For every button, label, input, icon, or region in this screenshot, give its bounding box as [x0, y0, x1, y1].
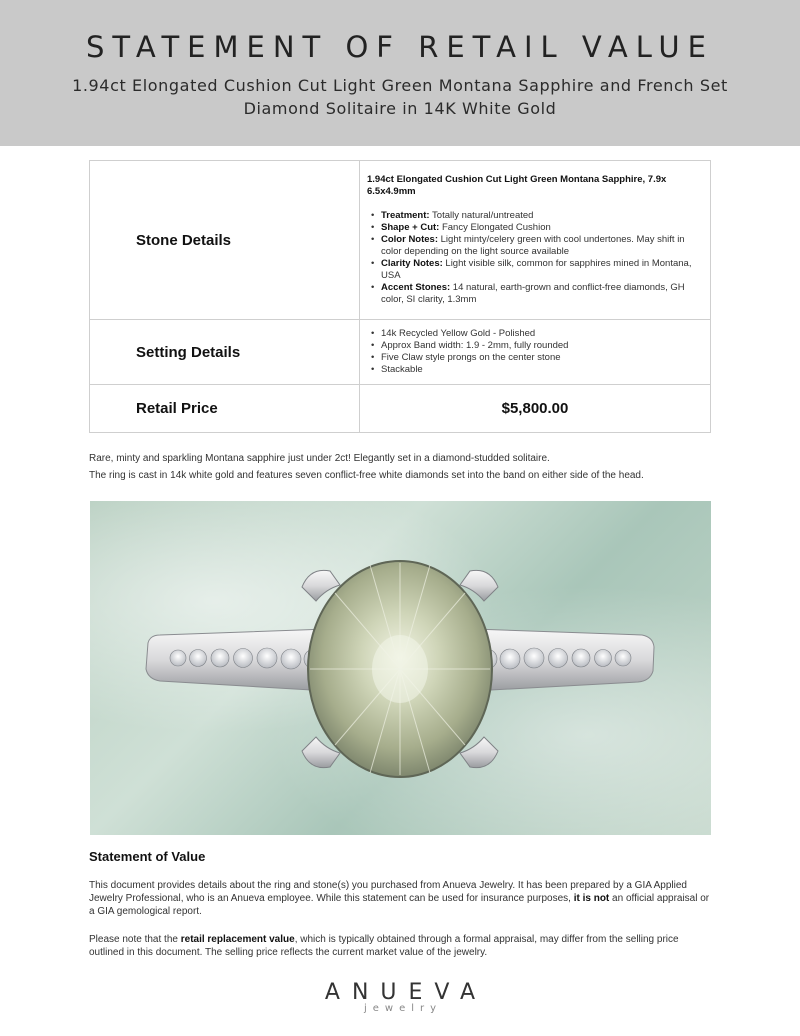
setting-details-label: Setting Details — [90, 320, 360, 385]
list-item — [381, 222, 702, 234]
item-value: Light minty/celery green with cool undertones. May shift in color depending on the light source available — [381, 234, 685, 257]
retail-price-label: Retail Price — [90, 385, 360, 433]
list-item — [381, 210, 702, 222]
statement-text: an official appraisal or a GIA gemological report. — [89, 893, 710, 917]
item-key: Treatment: — [381, 210, 430, 221]
retail-price-value: $5,800.00 — [360, 385, 711, 433]
statement-title: Statement of Value — [89, 849, 206, 864]
list-item: • 14k Recycled Yellow Gold - Polished — [381, 328, 702, 340]
item-value: Light visible silk, common for sapphires mined in Montana, USA — [381, 258, 692, 281]
setting-details-content — [360, 320, 711, 385]
statement-text: Please note that the — [89, 934, 181, 945]
item-key: Color Notes: — [381, 234, 438, 245]
item-value: Fancy Elongated Cushion — [439, 222, 551, 233]
list-item: • Approx Band width: 1.9 - 2mm, fully rounded — [381, 340, 702, 352]
page-header — [0, 0, 800, 146]
details-table — [89, 160, 711, 433]
statement-text: , which is typically obtained through a formal appraisal, may differ from the selling price outlined in this document. The selling price reflects the current market value of the jewelry. — [89, 934, 679, 958]
statement-emphasis: it is not — [573, 893, 610, 904]
intro-text — [89, 450, 729, 484]
item-key: Clarity Notes: — [381, 258, 443, 269]
list-item: • Five Claw style prongs on the center stone — [381, 352, 702, 364]
item-key: Shape + Cut: — [381, 222, 440, 233]
statement-paragraph-1 — [89, 879, 714, 918]
stone-details-list — [367, 210, 702, 306]
logo-name: ANUEVA — [324, 980, 488, 1005]
item-key: Accent Stones: — [381, 282, 451, 293]
setting-details-row — [90, 320, 711, 385]
ring-photo — [90, 501, 711, 835]
list-item — [381, 234, 702, 258]
stone-details-row — [90, 161, 711, 320]
item-value: Totally natural/untreated — [429, 210, 534, 221]
setting-details-list — [367, 328, 702, 376]
logo-tagline: jewelry — [363, 1003, 443, 1014]
intro-line-2: The ring is cast in 14k white gold and features seven conflict-free white diamonds set into the band on either side of the head. — [89, 470, 644, 481]
page-subtitle: 1.94ct Elongated Cushion Cut Light Green Montana Sapphire and French Set Diamond Solitaire in 14K White Gold — [72, 76, 728, 118]
anueva-logo — [0, 980, 800, 1014]
ring-illustration — [90, 501, 711, 835]
statement-emphasis: retail replacement value — [180, 934, 295, 945]
list-item: • Stackable — [381, 364, 702, 376]
intro-line-1: Rare, minty and sparkling Montana sapphire just under 2ct! Elegantly set in a diamond-studded solitaire. — [89, 453, 550, 464]
list-item — [381, 258, 702, 282]
page-title: STATEMENT OF RETAIL VALUE — [86, 30, 714, 64]
statement-text: This document provides details about the ring and stone(s) you purchased from Anueva Jewelry. It has been prepared by a GIA Applied Jewelry Professional, who is an Anueva employee. While this statement can be used for insurance purposes, — [89, 880, 687, 904]
stone-details-label: Stone Details — [90, 161, 360, 320]
statement-paragraph-2 — [89, 933, 714, 959]
retail-price-row — [90, 385, 711, 433]
stone-details-content — [360, 161, 711, 320]
item-value: 14 natural, earth-grown and conflict-free diamonds, GH color, SI clarity, 1.3mm — [381, 282, 685, 305]
stone-title: 1.94ct Elongated Cushion Cut Light Green Montana Sapphire, 7.9x 6.5x4.9mm — [367, 174, 667, 197]
list-item — [381, 282, 702, 306]
